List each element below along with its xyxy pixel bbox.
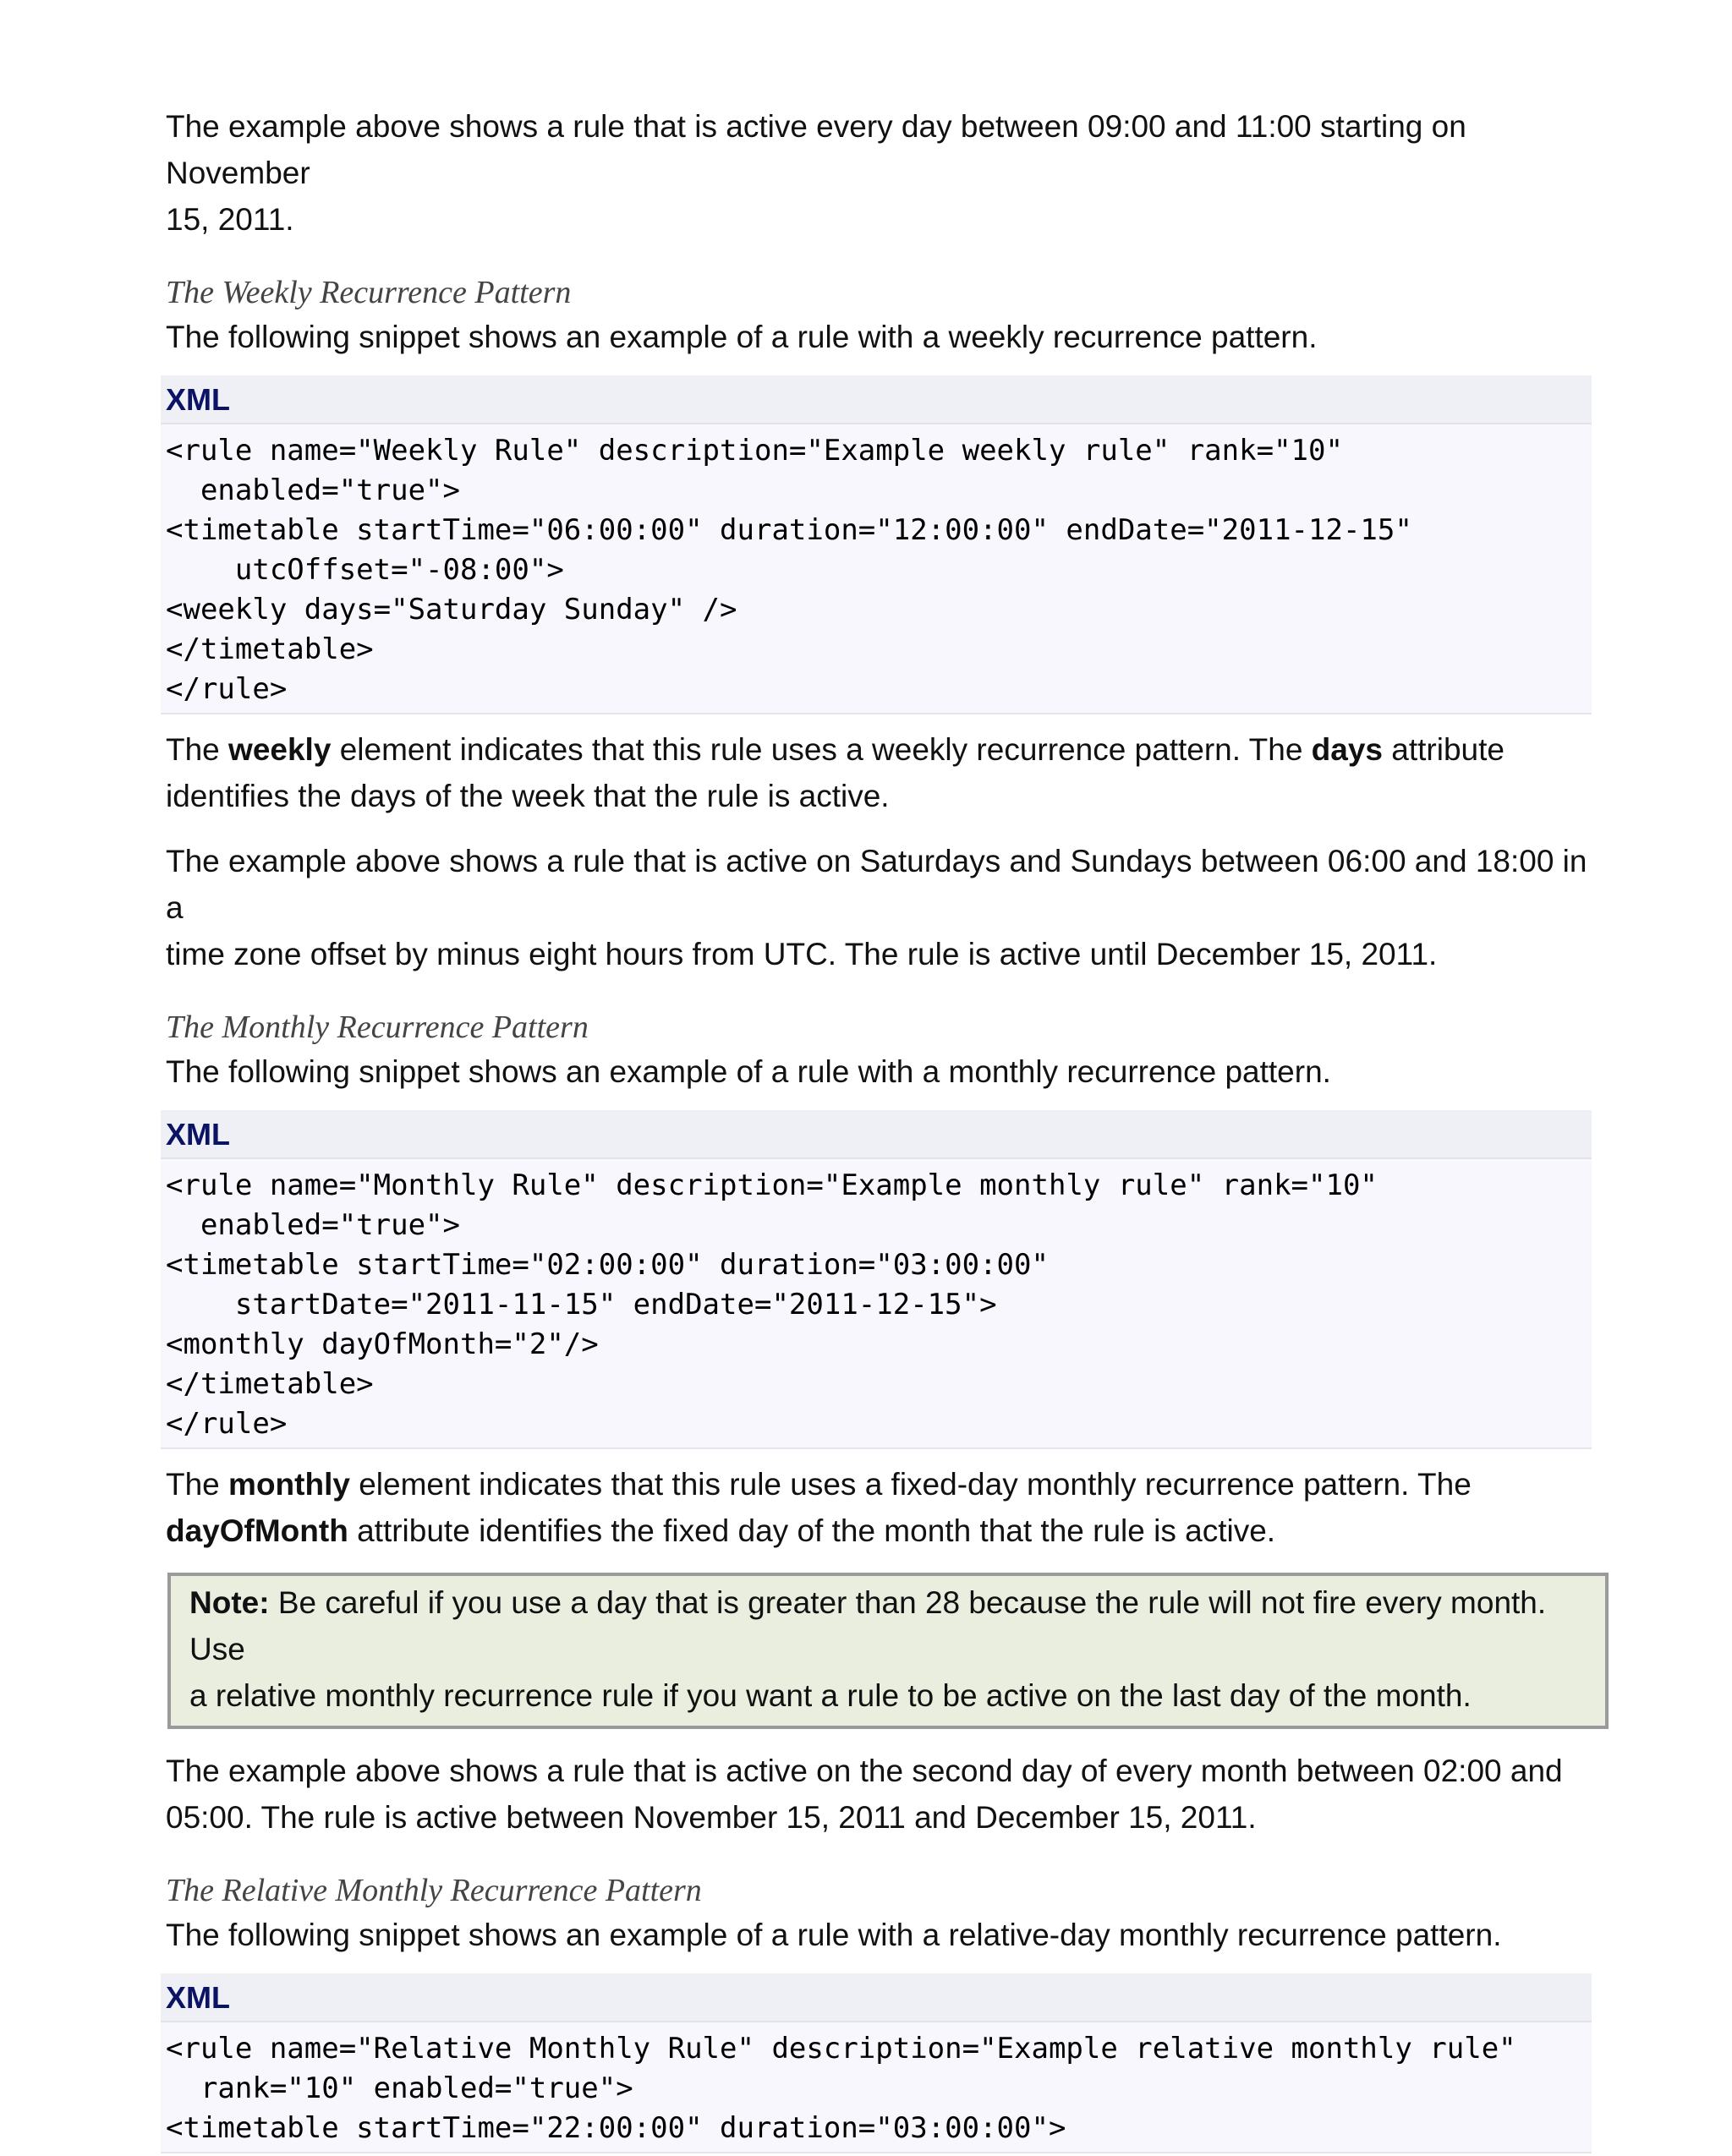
code-language-label: XML [161,1973,1592,2022]
text-run: attribute identifies the fixed day of the month that the rule is active. [348,1513,1276,1548]
weekly-code-block [161,375,1592,714]
relative-monthly-code-block [161,1973,1592,2153]
relative-monthly-intro: The following snippet shows an example of a rule with a relative-day monthly recurrence pattern. [166,1918,1502,1952]
code-language-label: XML [161,1110,1592,1159]
text-run: attribute [1383,732,1505,767]
code-line: enabled="true"> [166,1208,460,1242]
code-line: <rule name="Weekly Rule" description="Example weekly rule" rank="10" [166,434,1343,468]
text-run: time zone offset by minus eight hours from UTC. The rule is active until December 15, 2011. [166,937,1438,971]
code-line: <rule name="Monthly Rule" description="Example monthly rule" rank="10" [166,1168,1378,1202]
code-line: enabled="true"> [166,473,460,507]
text-run: identifies the days of the week that the rule is active. [166,779,890,813]
keyword-weekly: weekly [228,732,332,767]
code-line: utcOffset="-08:00"> [166,553,564,587]
code-line: </timetable> [166,632,374,666]
code-line: <timetable startTime="02:00:00" duration="03:00:00" [166,1248,1049,1282]
weekly-example-paragraph [166,838,1592,977]
text-run: element indicates that this rule uses a weekly recurrence pattern. The [331,732,1312,767]
monthly-intro: The following snippet shows an example of a rule with a monthly recurrence pattern. [166,1054,1331,1089]
monthly-code-block [161,1110,1592,1449]
keyword-dayofmonth: dayOfMonth [166,1513,348,1548]
text-run: The example above shows a rule that is active on the second day of every month between 02:00 and [166,1754,1563,1788]
monthly-explanation [166,1461,1592,1554]
code-line: <timetable startTime="22:00:00" duration="03:00:00"> [166,2111,1066,2145]
monthly-example-paragraph [166,1748,1592,1841]
weekly-intro: The following snippet shows an example of a rule with a weekly recurrence pattern. [166,320,1318,354]
note-box [167,1573,1609,1729]
code-lines [161,424,1592,713]
text-run: 05:00. The rule is active between November 15, 2011 and December 15, 2011. [166,1800,1257,1835]
code-line: rank="10" enabled="true"> [166,2071,633,2105]
code-line: startDate="2011-11-15" endDate="2011-12-15"> [166,1288,997,1322]
text-run: The [166,732,229,767]
page-content [166,103,1592,2153]
daily-example-paragraph [166,103,1592,243]
text-run: Be careful if you use a day that is greater than 28 because the rule will not fire every month. Use [189,1585,1547,1666]
daily-example-line-1: The example above shows a rule that is active every day between 09:00 and 11:00 starting on November [166,109,1466,190]
code-language-label: XML [161,375,1592,424]
text-run: The example above shows a rule that is active on Saturdays and Sundays between 06:00 and 18:00 in a [166,844,1587,925]
code-line: <rule name="Relative Monthly Rule" description="Example relative monthly rule" [166,2032,1516,2066]
weekly-heading: The Weekly Recurrence Pattern [166,275,572,310]
weekly-explanation [166,726,1592,819]
code-line: </rule> [166,672,288,706]
code-line: <timetable startTime="06:00:00" duration="12:00:00" endDate="2011-12-15" [166,513,1412,547]
monthly-heading: The Monthly Recurrence Pattern [166,1010,589,1045]
keyword-monthly: monthly [228,1467,350,1502]
code-line: </timetable> [166,1367,374,1401]
text-run: The [166,1467,229,1502]
code-line: <weekly days="Saturday Sunday" /> [166,593,737,627]
note-label: Note: [189,1585,270,1620]
code-lines [161,2022,1592,2152]
code-line: </rule> [166,1407,288,1441]
code-lines [161,1159,1592,1447]
keyword-days: days [1311,732,1384,767]
daily-example-line-2: 15, 2011. [166,202,294,237]
text-run: element indicates that this rule uses a fixed-day monthly recurrence pattern. The [349,1467,1472,1502]
text-run: a relative monthly recurrence rule if you want a rule to be active on the last day of the month. [189,1678,1472,1713]
relative-monthly-heading: The Relative Monthly Recurrence Pattern [166,1873,702,1908]
note-text [189,1579,1587,1719]
code-line: <monthly dayOfMonth="2"/> [166,1327,599,1361]
